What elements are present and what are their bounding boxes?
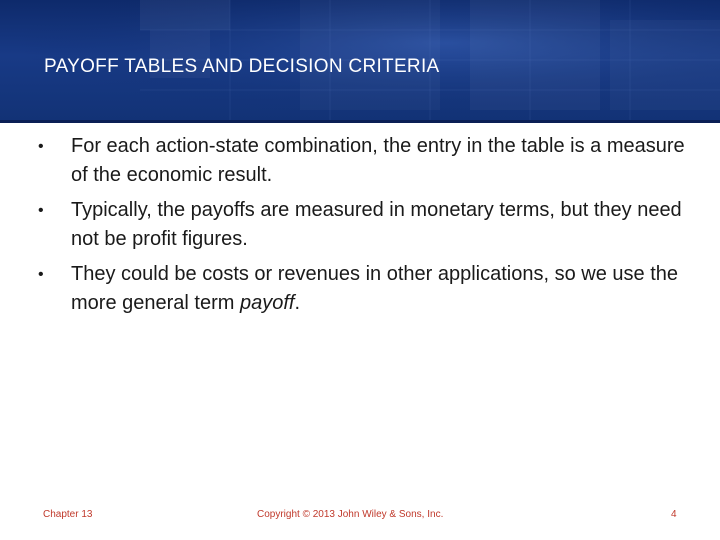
- bullet-marker: •: [38, 138, 44, 155]
- bullet-marker: •: [38, 266, 44, 283]
- bullet-text-emphasis: payoff: [239, 292, 295, 314]
- bullet-text-before: They could be costs or revenues in other applications, so we use the more general term: [71, 263, 679, 314]
- footer-chapter: Chapter 13: [43, 509, 93, 520]
- bullet-text: [71, 263, 678, 314]
- bullet-list: [38, 132, 688, 324]
- bullet-marker: •: [38, 202, 44, 219]
- bullet-text: For each action-state combination, the entry in the table is a measure of the economic result.: [71, 135, 685, 186]
- bullet-text: Typically, the payoffs are measured in monetary terms, but they need not be profit figures.: [71, 199, 682, 250]
- slide-title: PAYOFF TABLES AND DECISION CRITERIA: [44, 56, 440, 77]
- header-divider: [0, 120, 720, 123]
- bullet-item: [38, 132, 688, 190]
- footer-page-number: 4: [671, 509, 677, 520]
- header-banner: [0, 0, 720, 123]
- footer-copyright: Copyright © 2013 John Wiley & Sons, Inc.: [257, 509, 444, 520]
- bullet-item: [38, 260, 688, 318]
- bullet-item: [38, 196, 688, 254]
- bullet-text-after: .: [294, 292, 301, 314]
